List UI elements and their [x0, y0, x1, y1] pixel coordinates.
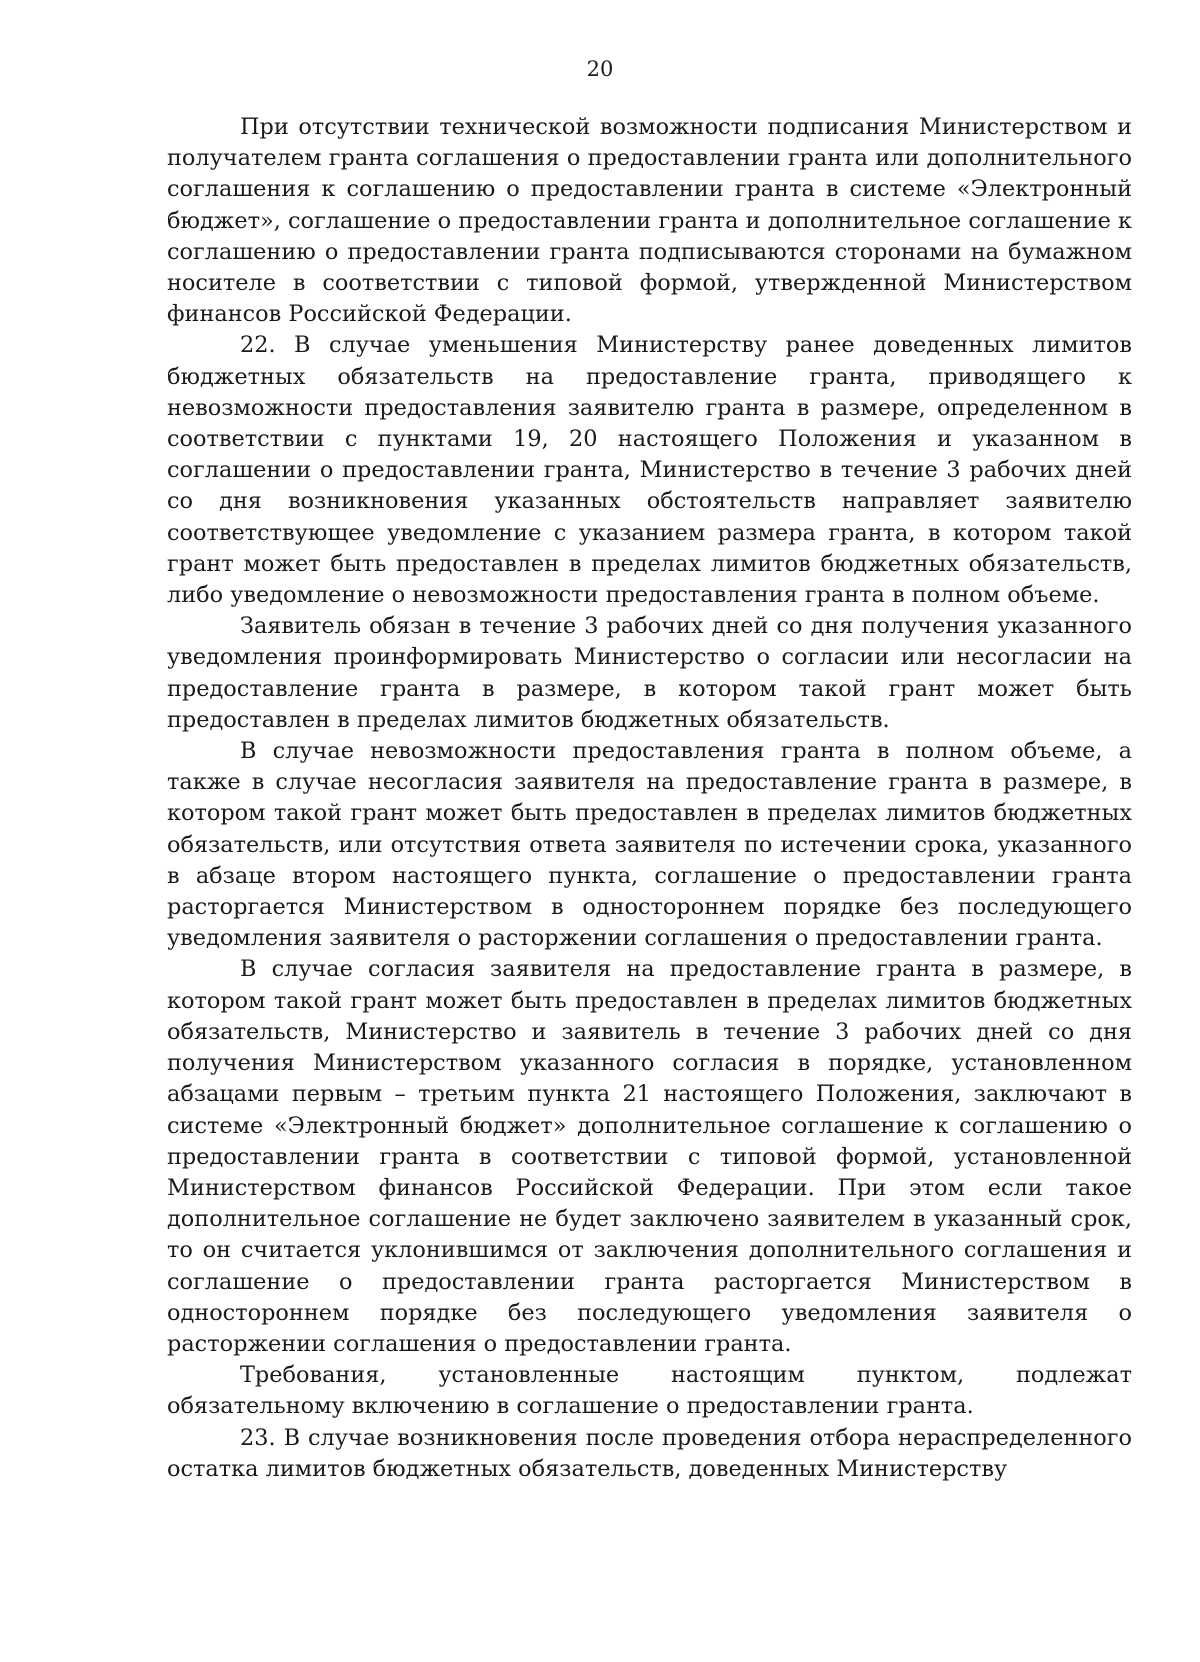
paragraph-item-22: 22. В случае уменьшения Министерству ранее доведенных лимитов бюджетных обязательств на предоставление гранта, приводящего к невозможности предоставления заявителю гранта в размере, определенном в соответствии с пунктами 19, 20 настоящего Положения и указанном в соглашении о предоставлении гранта, Министерство в течение 3 рабочих дней со дня возникновения указанных обстоятельств направляет заявителю соответствующее уведомление с указанием размера гранта, в котором такой грант может быть предоставлен в пределах лимитов бюджетных обязательств, либо уведомление о невозможности предоставления гранта в полном объеме.	[167, 332, 1132, 609]
page-number: 20	[586, 57, 614, 81]
document-body	[167, 112, 1132, 1485]
paragraph-signing-paper: При отсутствии технической возможности подписания Министерством и получателем гранта соглашения о предоставлении гранта или дополнительного соглашения к соглашению о предоставлении гранта в системе «Электронный бюджет», соглашение о предоставлении гранта и дополнительное соглашение к соглашению о предоставлении гранта подписываются сторонами на бумажном носителе в соответствии с типовой формой, утвержденной Министерством финансов Российской Федерации.	[167, 114, 1132, 328]
paragraph-agreement-case: В случае согласия заявителя на предоставление гранта в размере, в котором такой грант может быть предоставлен в пределах лимитов бюджетных обязательств, Министерство и заявитель в течение 3 рабочих дней со дня получения Министерством указанного согласия в порядке, установленном абзацами первым – третьим пункта 21 настоящего Положения, заключают в системе «Электронный бюджет» дополнительное соглашение к соглашению о предоставлении гранта в соответствии с типовой формой, установленной Министерством финансов Российской Федерации. При этом если такое дополнительное соглашение не будет заключено заявителем в указанный срок, то он считается уклонившимся от заключения дополнительного соглашения и соглашение о предоставлении гранта расторгается Министерством в одностороннем порядке без последующего уведомления заявителя о расторжении соглашения о предоставлении гранта.	[167, 956, 1132, 1357]
paragraph-item-23: 23. В случае возникновения после проведения отбора нераспределенного остатка лимитов бюджетных обязательств, доведенных Министерству	[167, 1424, 1132, 1482]
paragraph-applicant-obligation: Заявитель обязан в течение 3 рабочих дней со дня получения указанного уведомления проинформировать Министерство о согласии или несогласии на предоставление гранта в размере, в котором такой грант может быть предоставлен в пределах лимитов бюджетных обязательств.	[167, 613, 1132, 733]
paragraph-termination-case: В случае невозможности предоставления гранта в полном объеме, а также в случае несогласия заявителя на предоставление гранта в размере, в котором такой грант может быть предоставлен в пределах лимитов бюджетных обязательств, или отсутствия ответа заявителя по истечении срока, указанного в абзаце втором настоящего пункта, соглашение о предоставлении гранта расторгается Министерством в одностороннем порядке без последующего уведомления заявителя о расторжении соглашения о предоставлении гранта.	[167, 738, 1132, 952]
paragraph-requirements: Требования, установленные настоящим пунктом, подлежат обязательному включению в соглашение о предоставлении гранта.	[167, 1362, 1132, 1420]
